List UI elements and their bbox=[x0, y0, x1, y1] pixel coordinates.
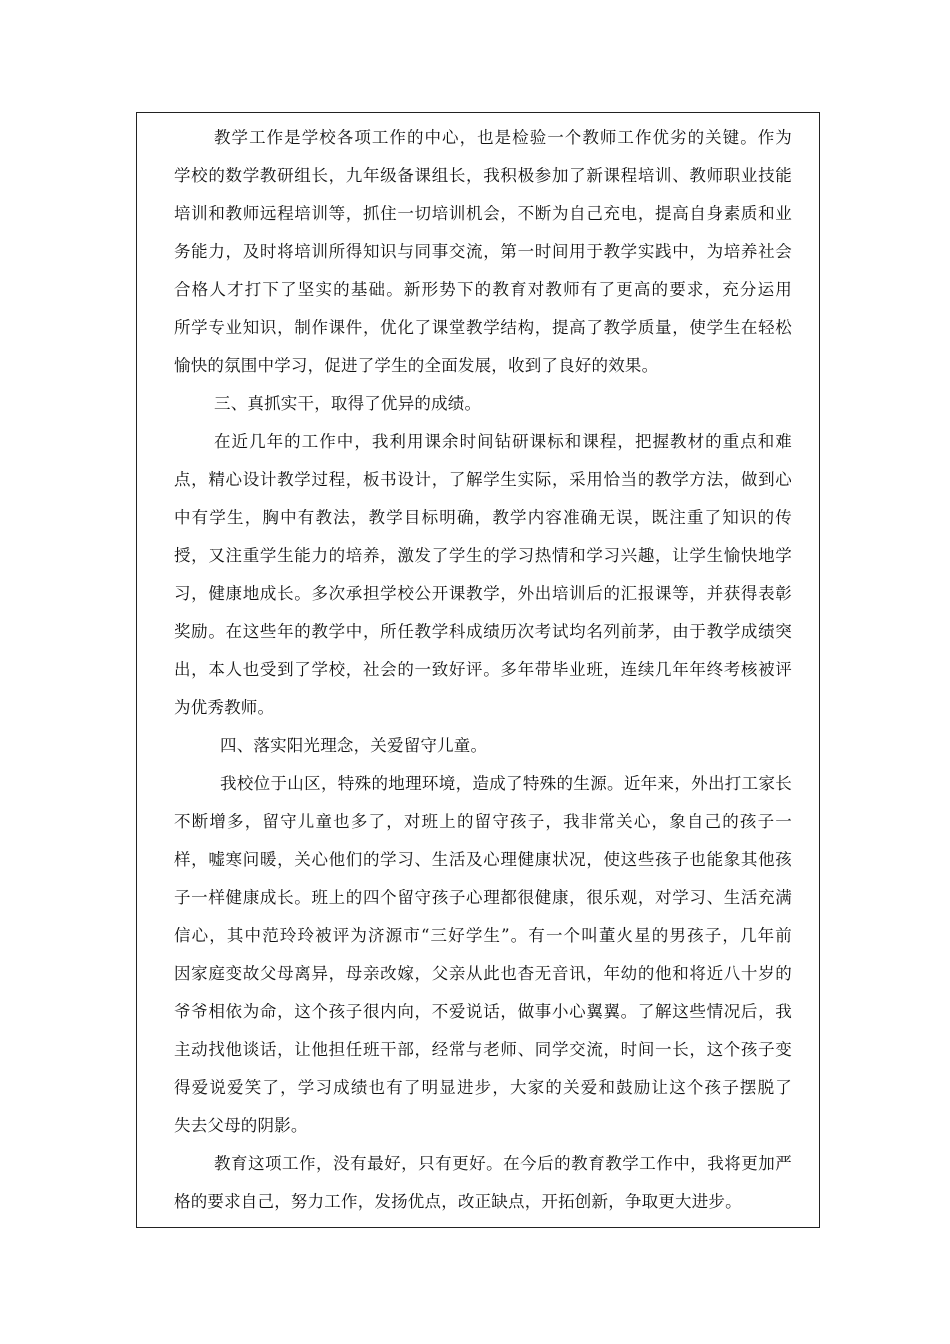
paragraph-line: 所学专业知识，制作课件，优化了课堂教学结构，提高了教学质量，使学生在轻松 bbox=[174, 318, 792, 337]
paragraph-line: 子一样健康成长。班上的四个留守孩子心理都很健康，很乐观，对学习、生活充满 bbox=[174, 888, 792, 907]
paragraph-line: 得爱说爱笑了，学习成绩也有了明显进步，大家的关爱和鼓励让这个孩子摆脱了 bbox=[174, 1078, 792, 1097]
paragraph-line: 授，又注重学生能力的培养，激发了学生的学习热情和学习兴趣，让学生愉快地学 bbox=[174, 546, 792, 565]
paragraph-line: 教育这项工作，没有最好，只有更好。在今后的教育教学工作中，我将更加严 bbox=[214, 1154, 792, 1173]
paragraph-line: 我校位于山区，特殊的地理环境，造成了特殊的生源。近年来，外出打工家长 bbox=[220, 774, 792, 793]
paragraph-line: 教学工作是学校各项工作的中心，也是检验一个教师工作优劣的关键。作为 bbox=[214, 128, 792, 147]
paragraph-line: 培训和教师远程培训等，抓住一切培训机会，不断为自己充电，提高自身素质和业 bbox=[174, 204, 792, 223]
paragraph-line: 因家庭变故父母离异，母亲改嫁，父亲从此也杳无音讯，年幼的他和将近八十岁的 bbox=[174, 964, 792, 983]
paragraph-line: 奖励。在这些年的教学中，所任教学科成绩历次考试均名列前茅，由于教学成绩突 bbox=[174, 622, 792, 641]
paragraph-line: 出，本人也受到了学校，社会的一致好评。多年带毕业班，连续几年年终考核被评 bbox=[174, 660, 792, 679]
section-heading: 三、真抓实干，取得了优异的成绩。 bbox=[214, 394, 482, 413]
paragraph-line: 点，精心设计教学过程，板书设计，了解学生实际，采用恰当的教学方法，做到心 bbox=[174, 470, 792, 489]
paragraph-line: 中有学生，胸中有教法，教学目标明确，教学内容准确无误，既注重了知识的传 bbox=[174, 508, 792, 527]
paragraph-line: 务能力，及时将培训所得知识与同事交流，第一时间用于教学实践中，为培养社会 bbox=[174, 242, 792, 261]
table-cell-frame bbox=[136, 112, 820, 1228]
paragraph-line: 信心，其中范玲玲被评为济源市“三好学生”。有一个叫董火星的男孩子，几年前 bbox=[174, 926, 792, 945]
paragraph-line: 合格人才打下了坚实的基础。新形势下的教育对教师有了更高的要求，充分运用 bbox=[174, 280, 792, 299]
paragraph-line: 在近几年的工作中，我利用课余时间钻研课标和课程，把握教材的重点和难 bbox=[214, 432, 792, 451]
paragraph-line: 样，嘘寒问暖，关心他们的学习、生活及心理健康状况，使这些孩子也能象其他孩 bbox=[174, 850, 792, 869]
paragraph-line: 主动找他谈话，让他担任班干部，经常与老师、同学交流，时间一长，这个孩子变 bbox=[174, 1040, 792, 1059]
paragraph-line: 愉快的氛围中学习，促进了学生的全面发展，收到了良好的效果。 bbox=[174, 356, 659, 375]
paragraph-line: 为优秀教师。 bbox=[174, 698, 275, 717]
paragraph-line: 格的要求自己，努力工作，发扬优点，改正缺点，开拓创新，争取更大进步。 bbox=[174, 1192, 742, 1211]
paragraph-line: 习，健康地成长。多次承担学校公开课教学，外出培训后的汇报课等，并获得表彰 bbox=[174, 584, 792, 603]
paragraph-line: 爷爷相依为命，这个孩子很内向，不爱说话，做事小心翼翼。了解这些情况后，我 bbox=[174, 1002, 792, 1021]
paragraph-line: 失去父母的阴影。 bbox=[174, 1116, 308, 1135]
paragraph-line: 不断增多，留守儿童也多了，对班上的留守孩子，我非常关心，象自己的孩子一 bbox=[174, 812, 792, 831]
paragraph-line: 学校的数学教研组长，九年级备课组长，我积极参加了新课程培训、教师职业技能 bbox=[174, 166, 792, 185]
section-heading: 四、落实阳光理念，关爱留守儿童。 bbox=[220, 736, 488, 755]
body-text bbox=[174, 119, 792, 1221]
